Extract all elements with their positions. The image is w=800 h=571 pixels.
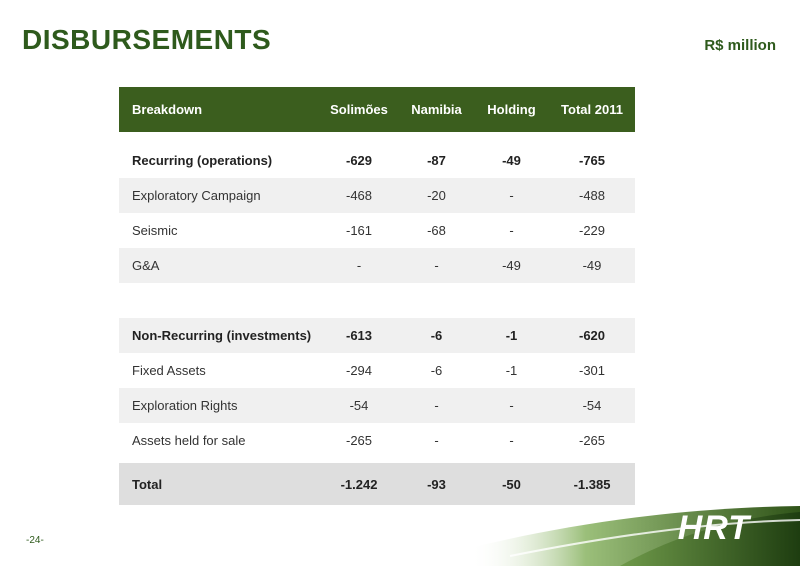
cell-value: -488	[549, 178, 635, 213]
table-row	[119, 388, 635, 423]
column-header: Namibia	[411, 102, 462, 117]
column-header: Breakdown	[132, 102, 203, 117]
row-label: Recurring (operations)	[132, 153, 273, 168]
table-row	[119, 213, 635, 248]
cell-value: -301	[578, 363, 606, 378]
cell-value: -6	[399, 318, 474, 353]
cell-value: -	[509, 433, 514, 448]
cell-value: -265	[578, 433, 606, 448]
cell-value: -	[399, 248, 474, 283]
cell-value: -68	[427, 223, 446, 238]
row-label: Exploratory Campaign	[119, 178, 319, 213]
disbursements-table	[119, 87, 635, 505]
cell-value: -1	[474, 318, 549, 353]
cell-value: -1.242	[319, 463, 399, 505]
cell-value: -620	[549, 318, 635, 353]
row-label: Assets held for sale	[132, 433, 246, 448]
cell-value: -93	[399, 463, 474, 505]
cell-value: -765	[578, 153, 606, 168]
cell-value: -	[319, 248, 399, 283]
column-header: Holding	[487, 102, 536, 117]
cell-value: -	[399, 388, 474, 423]
logo-text: HRT	[677, 509, 750, 547]
cell-value: -	[474, 178, 549, 213]
cell-value: -1	[505, 363, 518, 378]
table-row-recurring	[119, 143, 635, 178]
cell-value: -	[434, 433, 439, 448]
table-header-row	[119, 87, 635, 132]
cell-value: -6	[430, 363, 443, 378]
cell-value: -629	[345, 153, 373, 168]
row-label: G&A	[119, 248, 319, 283]
unit-label: R$ million	[704, 37, 776, 54]
cell-value: -1.385	[549, 463, 635, 505]
logo-swoosh-icon	[470, 486, 800, 566]
cell-value: -49	[502, 153, 521, 168]
row-label: Exploration Rights	[119, 388, 319, 423]
hrt-logo	[470, 486, 800, 566]
table-row	[119, 353, 635, 388]
page-title: DISBURSEMENTS	[22, 24, 272, 55]
column-header: Total 2011	[561, 102, 623, 117]
cell-value: -87	[427, 153, 446, 168]
cell-value: -49	[474, 248, 549, 283]
table-row	[119, 248, 635, 283]
cell-value: -49	[549, 248, 635, 283]
page-number: -24-	[26, 535, 44, 546]
row-label: Non-Recurring (investments)	[119, 318, 319, 353]
cell-value: -50	[474, 463, 549, 505]
table-row-nonrecurring	[119, 318, 635, 353]
cell-value: -	[474, 388, 549, 423]
cell-value: -54	[319, 388, 399, 423]
cell-value: -161	[345, 223, 373, 238]
cell-value: -613	[319, 318, 399, 353]
table-row	[119, 423, 635, 458]
cell-value: -468	[319, 178, 399, 213]
cell-value: -54	[549, 388, 635, 423]
cell-value: -265	[345, 433, 373, 448]
row-label: Fixed Assets	[132, 363, 206, 378]
cell-value: -	[509, 223, 514, 238]
row-label: Total	[119, 463, 319, 505]
cell-value: -20	[399, 178, 474, 213]
cell-value: -229	[578, 223, 606, 238]
table-row	[119, 178, 635, 213]
row-label: Seismic	[132, 223, 178, 238]
column-header: Solimões	[330, 102, 388, 117]
cell-value: -294	[345, 363, 373, 378]
